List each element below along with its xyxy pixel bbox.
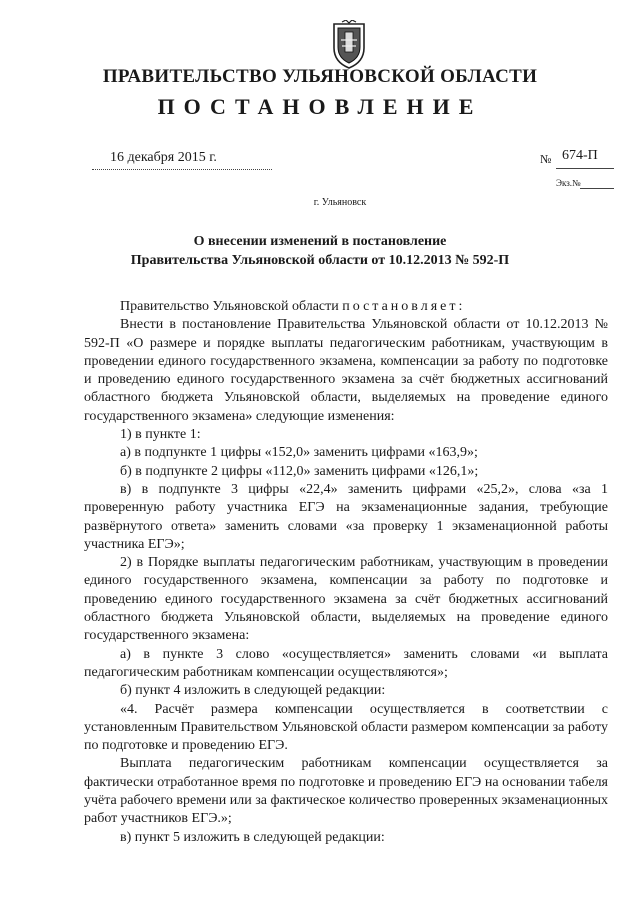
document-title: [0, 232, 640, 270]
body-paragraph: Внести в постановление Правительства Ульяновской области от 10.12.2013 № 592-П «О размере и порядке выплаты педагогическим работникам, участвующим в проведении единого государственного экзамена, компенсации за работу по подготовке и проведению единого государственного экзамена за счёт бюджетных ассигнований областного бюджета Ульяновской области, выделяемых на проведение единого государственного экзамена» следующие изменения:: [84, 317, 608, 424]
body-paragraph: в) в подпункте 3 цифры «22,4» заменить цифрами «25,2», слова «за 1 проверенную работу участника ЕГЭ на экзаменационные задания, требующие развёрнутого ответа» заменить словами «за проверку 1 экзаменационной работы участника ЕГЭ»;: [84, 481, 608, 552]
document-type: ПОСТАНОВЛЕНИЕ: [157, 94, 483, 119]
body-paragraph: 2) в Порядке выплаты педагогическим работникам, участвующим в проведении единого государственного экзамена, компенсации за работу по подготовке и проведению единого государственного экзамена за счёт бюджетных ассигнований областного бюджета Ульяновской области, выделяемых на проведение единого государственного экзамена:: [84, 555, 608, 644]
coat-of-arms-emblem: [328, 20, 370, 70]
date-underline: [92, 169, 272, 170]
body-paragraph: б) пункт 4 изложить в следующей редакции:: [120, 683, 386, 699]
body-paragraph: 1) в пункте 1:: [120, 427, 201, 443]
number-sign: №: [540, 152, 552, 166]
title-line-1: О внесении изменений в постановление: [193, 234, 447, 249]
government-name: ПРАВИТЕЛЬСТВО УЛЬЯНОВСКОЙ ОБЛАСТИ: [102, 66, 538, 87]
body-paragraph: б) в подпункте 2 цифры «112,0» заменить цифрами «126,1»;: [120, 463, 479, 479]
city-name: г. Ульяновск: [313, 197, 367, 208]
copy-number-underline: [580, 188, 614, 189]
title-line-2: Правительства Ульяновской области от 10.12.2013 № 592-П: [130, 253, 510, 268]
number-underline: [556, 168, 614, 169]
body-paragraph: в) пункт 5 изложить в следующей редакции:: [120, 829, 385, 845]
body-paragraph: а) в подпункте 1 цифры «152,0» заменить цифрами «163,9»;: [120, 445, 478, 461]
document-number: 674-П: [562, 148, 598, 163]
document-body: [84, 298, 608, 847]
body-paragraph: [84, 298, 608, 316]
resolution-subject: Правительство Ульяновской области: [120, 299, 339, 314]
resolution-verb: постановляет:: [342, 299, 466, 314]
body-paragraph: «4. Расчёт размера компенсации осуществляется в соответствии с установленным Правительством Ульяновской области размером компенсации за работу по подготовке и проведению ЕГЭ.: [84, 701, 608, 754]
body-paragraph: а) в пункте 3 слово «осуществляется» заменить словами «и выплата педагогическим работникам компенсации осуществляются»;: [84, 646, 608, 680]
document-date: 16 декабря 2015 г.: [110, 150, 217, 165]
copy-number-label: Экз.№: [556, 178, 581, 188]
body-paragraph: Выплата педагогическим работникам компенсации осуществляется за фактически отработанное время по подготовке и проведению ЕГЭ на основании табеля учёта рабочего времени или за фактическое количество проверенных экзаменационных работ участников ЕГЭ.»;: [84, 756, 608, 827]
